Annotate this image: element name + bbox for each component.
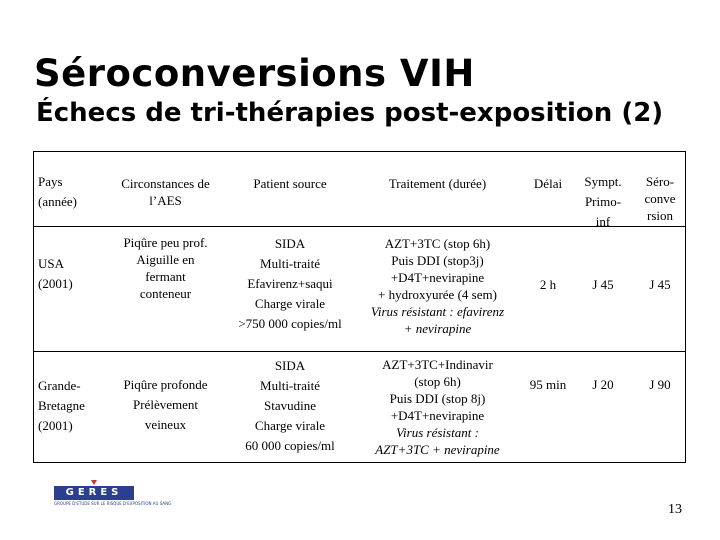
- row1-traitement: [360, 235, 515, 337]
- row2-circonstances: [108, 375, 223, 435]
- cell-text: + hydroxyurée (4 sem): [378, 287, 497, 302]
- cell-text: veineux: [144, 417, 187, 432]
- cell-text: + nevirapine: [403, 321, 472, 336]
- cell-text: USA: [38, 256, 65, 271]
- header-text: Séro-: [645, 174, 675, 189]
- header-sero: [636, 173, 684, 224]
- cell-text: Multi-traité: [260, 256, 320, 271]
- header-text: conve: [644, 191, 676, 206]
- cell-text: Puis DDI (stop3j): [391, 253, 484, 268]
- row1-delai: [522, 276, 574, 293]
- header-text: inf: [595, 214, 611, 229]
- logo-name: GERES: [54, 486, 134, 500]
- logo-subtitle: GROUPE D'ETUDE SUR LE RISQUE D'EXPOSITION AU SANG: [54, 501, 172, 506]
- cell-text: Efavirenz+saqui: [247, 276, 333, 291]
- header-text: Traitement (durée): [388, 176, 487, 191]
- header-text: Sympt.: [584, 174, 622, 189]
- header-circonstances: [108, 175, 223, 209]
- cell-text: 60 000 copies/ml: [245, 438, 335, 453]
- row1-pays: [38, 254, 73, 294]
- cell-text: Virus résistant : efavirenz: [370, 304, 505, 319]
- row2-sero: [636, 376, 684, 393]
- logo-triangle-icon: [91, 480, 97, 485]
- header-text: (année): [38, 194, 77, 209]
- cell-text: Bretagne: [38, 398, 85, 413]
- geres-logo: [54, 486, 172, 512]
- cell-text: Piqûre profonde: [123, 377, 208, 392]
- row1-sympt: [578, 276, 628, 293]
- header-text: Primo-: [584, 194, 622, 209]
- cell-text: Puis DDI (stop 8j): [389, 391, 486, 406]
- row2-traitement: [360, 356, 515, 458]
- cell-text: +D4T+nevirapine: [390, 270, 485, 285]
- cell-text: SIDA: [274, 358, 306, 373]
- row1-patient: [230, 234, 350, 334]
- header-text: l’AES: [149, 193, 182, 208]
- page-number: 13: [668, 502, 682, 517]
- cell-text: SIDA: [274, 236, 306, 251]
- cell-text: Virus résistant :: [396, 425, 479, 440]
- header-text: Délai: [533, 176, 563, 191]
- slide-subtitle: Échecs de tri-thérapies post-exposition (2): [36, 98, 664, 128]
- cell-text: Multi-traité: [260, 378, 320, 393]
- cell-text: fermant: [145, 269, 186, 284]
- cell-text: (stop 6h): [414, 374, 461, 389]
- header-patient: [230, 175, 350, 192]
- row1-circonstances: [108, 234, 223, 302]
- cell-text: (2001): [38, 418, 73, 433]
- cell-text: >750 000 copies/ml: [238, 316, 342, 331]
- header-sympt: [578, 172, 628, 232]
- cell-text: Piqûre peu prof.: [123, 235, 208, 250]
- row2-pays: [38, 376, 85, 436]
- cell-text: AZT+3TC+Indinavir: [382, 357, 493, 372]
- cell-text: Charge virale: [254, 296, 326, 311]
- cell-text: J 90: [649, 377, 671, 392]
- cell-text: AZT+3TC + nevirapine: [375, 442, 500, 457]
- cell-text: AZT+3TC (stop 6h): [384, 236, 491, 251]
- header-pays: [38, 172, 77, 212]
- header-text: Patient source: [253, 176, 327, 191]
- header-text: Circonstances de: [121, 176, 210, 191]
- cell-text: (2001): [38, 276, 73, 291]
- cell-text: +D4T+nevirapine: [390, 408, 485, 423]
- slide-title: Séroconversions VIH: [34, 52, 475, 95]
- row2-sympt: [578, 376, 628, 393]
- cell-text: Aiguille en: [136, 252, 195, 267]
- cell-text: J 20: [592, 377, 614, 392]
- row1-sero: [636, 276, 684, 293]
- header-text: rsion: [647, 208, 673, 223]
- header-delai: [522, 175, 574, 192]
- cell-text: J 45: [649, 277, 671, 292]
- header-traitement: [360, 175, 515, 192]
- cell-text: Charge virale: [254, 418, 326, 433]
- header-text: Pays: [38, 174, 63, 189]
- table-divider: [33, 351, 686, 352]
- cell-text: Grande-: [38, 378, 81, 393]
- cell-text: conteneur: [139, 286, 192, 301]
- cell-text: Stavudine: [264, 398, 316, 413]
- row2-delai: [522, 376, 574, 393]
- cell-text: J 45: [592, 277, 614, 292]
- row2-patient: [230, 356, 350, 456]
- cell-text: 95 min: [529, 377, 567, 392]
- cell-text: Prélèvement: [133, 397, 198, 412]
- cell-text: 2 h: [539, 277, 557, 292]
